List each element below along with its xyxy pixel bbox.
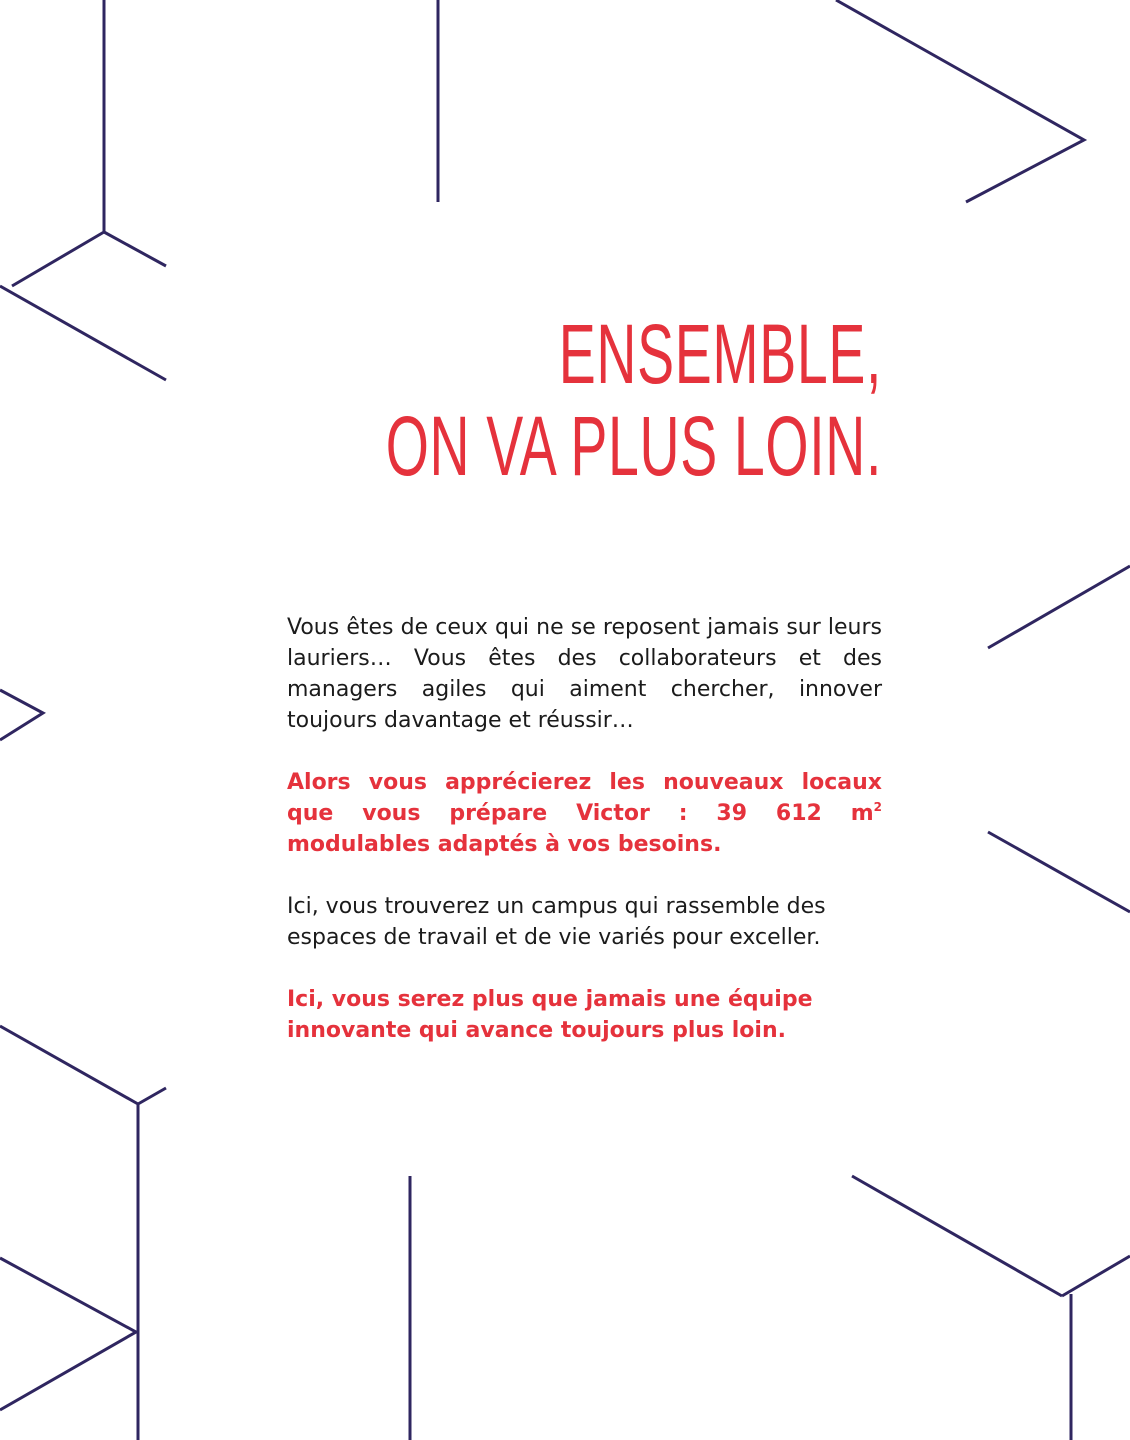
team-paragraph: Ici, vous serez plus que jamais une équipe innovante qui avance toujours plus loin. xyxy=(287,987,813,1043)
headline-line-1: ENSEMBLE, xyxy=(558,307,882,401)
offer-text-end: modulables adaptés à vos besoins. xyxy=(287,832,722,857)
campus-paragraph: Ici, vous trouverez un campus qui rassemble des espaces de travail et de vie variés pour exceller. xyxy=(287,894,826,950)
superscript-two: 2 xyxy=(873,800,882,814)
headline xyxy=(130,308,882,492)
headline-line-2: ON VA PLUS LOIN. xyxy=(385,399,882,493)
offer-text-start: Alors vous apprécierez les nouveaux locaux que vous prépare Victor : 39 612 m xyxy=(287,770,882,826)
intro-paragraph: Vous êtes de ceux qui ne se reposent jamais sur leurs lauriers… Vous êtes des collaborateurs et des managers agiles qui aiment chercher, innover toujours davantage et réussir… xyxy=(287,615,882,733)
body-text xyxy=(287,612,882,1077)
offer-paragraph xyxy=(287,767,882,860)
